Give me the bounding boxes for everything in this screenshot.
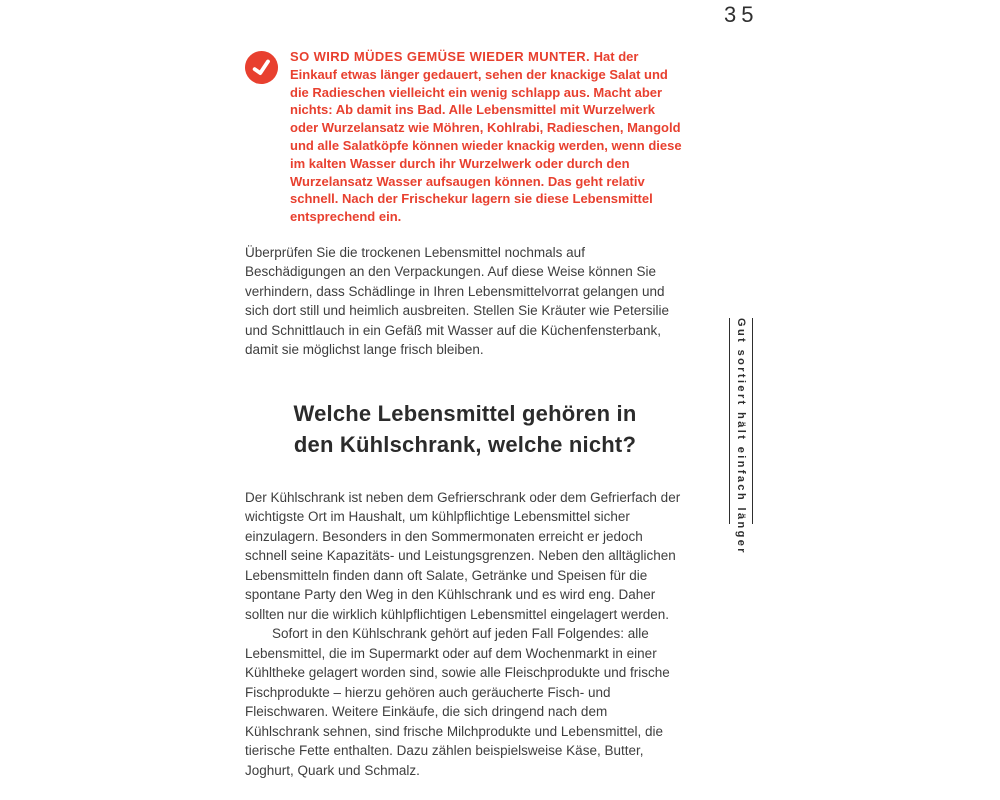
section-heading-line2: den Kühlschrank, welche nicht? <box>293 431 637 457</box>
section-heading-line1: Welche Lebensmittel gehören in <box>293 400 637 426</box>
text-column <box>245 48 685 780</box>
margin-tab-label: Gut sortiert hält einfach länger <box>729 318 753 524</box>
check-circle-icon <box>242 48 280 86</box>
tip-box <box>245 48 685 226</box>
paragraph-fridge-must-haves: Sofort in den Kühlschrank gehört auf jeden Fall Folgendes: alle Lebensmittel, die im Supermarkt oder auf dem Wochenmarkt in einer Kühltheke gelagert worden sind, sowie alle Fleischprodukte und frische Fischprodukte – hierzu gehören auch geräucherte Fisch- und Fleischwaren. Weitere Einkäufe, die sich dringend nach dem Kühlschrank sehnen, sind frische Milchprodukte und Lebensmittel, die tierische Fette enthalten. Dazu zählen beispielsweise Käse, Butter, Joghurt, Quark und Schmalz. <box>245 626 670 778</box>
section-heading <box>245 398 685 460</box>
page-number: 35 <box>724 2 759 27</box>
margin-tab <box>729 318 753 555</box>
paragraph-fridge-intro: Der Kühlschrank ist neben dem Gefrierschrank oder dem Gefrierfach der wichtigste Ort im Haushalt, um kühlpflichtige Lebensmittel sicher einzulagern. Besonders in den Sommermonaten erreicht er jedoch schnell seine Kapazitäts- und Leistungsgrenzen. Neben den alltäglichen Lebensmitteln finden dann oft Salate, Getränke und Speisen für die spontane Party den Weg in den Kühlschrank und es wird eng. Daher sollten nur die wirklich kühlpflichtigen Lebensmittel eingelagert werden. <box>245 489 681 622</box>
paragraph-dry-goods: Überprüfen Sie die trockenen Lebensmittel nochmals auf Beschädigungen an den Verpackungen. Auf diese Weise können Sie verhindern, dass Schädlinge in Ihren Lebensmittelvorrat gelangen und sich dort still und heimlich ausbreiten. Stellen Sie Kräuter wie Petersilie und Schnittlauch in ein Gefäß mit Wasser auf die Küchenfensterbank, damit sie möglichst lange frisch bleiben. <box>245 244 669 358</box>
tip-title: SO WIRD MÜDES GEMÜSE WIEDER MUNTER. <box>290 49 591 64</box>
tip-body: Hat der Einkauf etwas länger gedauert, sehen der knackige Salat und die Radieschen vielleicht ein wenig schlapp aus. Macht aber nichts: Ab damit ins Bad. Alle Lebensmittel mit Wurzelwerk oder Wurzelansatz wie Möhren, Kohlrabi, Radieschen, Mangold und alle Salatköpfe können wieder knackig werden, wenn diese im kalten Wasser durch ihr Wurzelwerk oder durch den Wurzelansatz Wasser aufsaugen können. Das geht relativ schnell. Nach der Frischekur lagern sie diese Lebensmittel entsprechend ein. <box>290 49 682 225</box>
tip-text <box>290 48 685 226</box>
